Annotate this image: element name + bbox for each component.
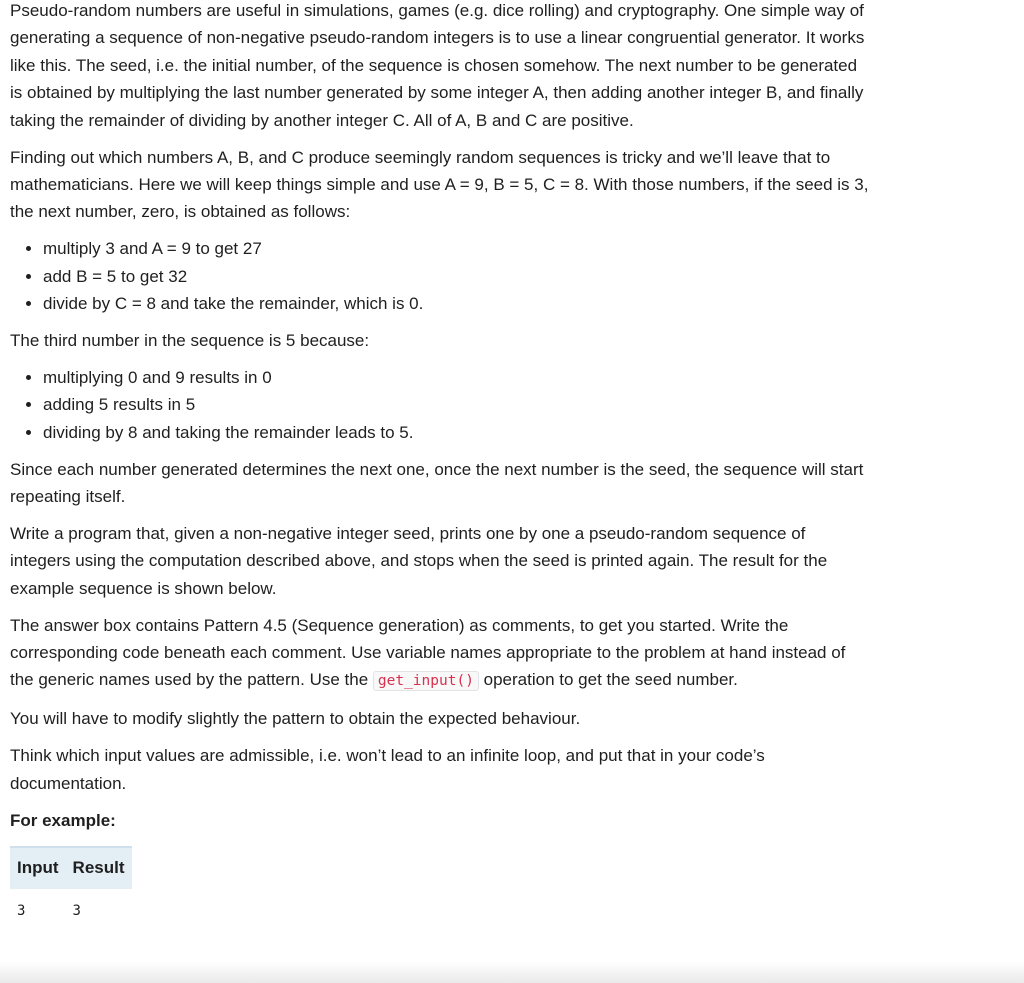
input-column-header: Input (10, 847, 66, 889)
bottom-fade (0, 961, 1024, 983)
answer-box-paragraph (10, 612, 870, 696)
list-item: • dividing by 8 and taking the remainder leads to 5. (43, 419, 870, 446)
first-step-list (10, 235, 870, 317)
intro-paragraph: Pseudo-random numbers are useful in simulations, games (e.g. dice rolling) and cryptography. One simple way of generating a sequence of non-negative pseudo-random integers is to use a linear congruential generator. It works like this. The seed, i.e. the initial number, of the sequence is chosen somehow. The next number to be generated is obtained by multiplying the last number generated by some integer A, then adding another integer B, and finally taking the remainder of dividing by another integer C. All of A, B and C are positive. (10, 1, 865, 130)
table-row (10, 889, 132, 921)
get-input-code: get_input() (373, 671, 479, 691)
example-header-row (10, 847, 132, 889)
list-item: • multiply 3 and A = 9 to get 27 (43, 235, 870, 262)
example-heading: For example: (10, 810, 116, 830)
list-item: • divide by C = 8 and take the remainder, which is 0. (43, 290, 870, 317)
repeat-paragraph: Since each number generated determines the next one, once the next number is the seed, the sequence will start repeating itself. (10, 459, 864, 506)
modify-pattern-paragraph: You will have to modify slightly the pattern to obtain the expected behaviour. (10, 709, 581, 729)
parameters-paragraph: Finding out which numbers A, B, and C produce seemingly random sequences is tricky and we’ll leave that to mathematicians. Here we will keep things simple and use A = 9, B = 5, C = 8. With those numbers, if the seed is 3, the next number, zero, is obtained as follows: (10, 147, 869, 222)
result-column-header: Result (66, 847, 132, 889)
second-step-list (10, 364, 870, 446)
question-text (10, 0, 870, 921)
list-item: • add B = 5 to get 32 (43, 263, 870, 290)
task-paragraph: Write a program that, given a non-negative integer seed, prints one by one a pseudo-random sequence of integers using the computation described above, and stops when the seed is printed again. The result for the example sequence is shown below. (10, 523, 828, 598)
admissible-input-paragraph: Think which input values are admissible, i.e. won’t lead to an infinite loop, and put that in your code’s documentation. (10, 746, 765, 793)
list-item: • multiplying 0 and 9 results in 0 (43, 364, 870, 391)
list-item: • adding 5 results in 5 (43, 391, 870, 418)
example-input-cell: 3 (17, 902, 26, 919)
answer-box-text-after: operation to get the seed number. (478, 670, 738, 690)
example-table (10, 846, 132, 921)
third-number-paragraph: The third number in the sequence is 5 because: (10, 330, 370, 350)
example-result-cell: 3 (72, 902, 81, 919)
answer-box-text-before: The answer box contains Pattern 4.5 (Sequence generation) as comments, to get you started. Write the corresponding code beneath each comment. Use variable names appropriate to the problem at hand instead of the generic names used by the pattern. Use the (10, 615, 846, 690)
